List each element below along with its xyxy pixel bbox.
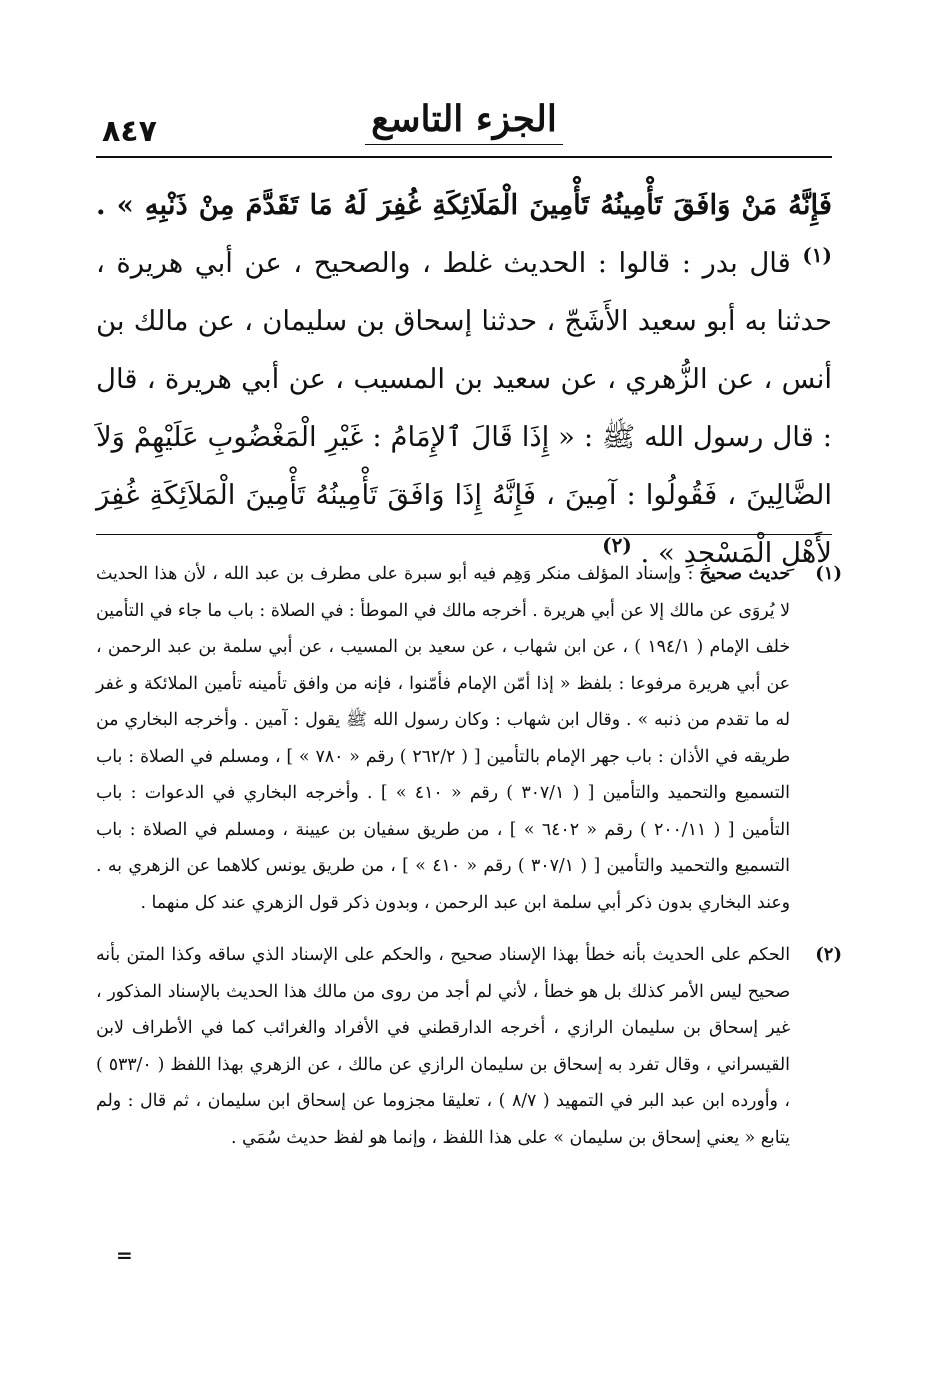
- footnote-ref-1: (١): [802, 242, 832, 267]
- footnote-text: الحكم على الحديث بأنه خطأ بهذا الإسناد صحيح ، والحكم على الإسناد الذي ساقه وكذا المتن بأنه صحيح ليس الأمر كذلك بل هو خطأ ، لأني لم أجد من روى من مالك هذا الحديث بالإسناد المذكور ، غير إسحاق بن سليمان الرازي ، أخرجه الدارقطني في الأفراد والغرائب كما في الأطراف لابن القيسراني ، وقال تفرد به إسحاق بن سليمان الرازي عن مالك ، عن الزهري بهذا اللفظ ( ٥٣٣/٠ ) ، وأورده ابن عبد البر في التمهيد ( ٨/٧ ) ، تعليقا مجزوما عن إسحاق ابن سليمان ، ثم قال : ولم يتابع « يعني إسحاق بن سليمان » على هذا اللفظ ، وإنما هو لفظ حديث سُمَي .: [96, 945, 790, 1148]
- footnote-ref-2: (٢): [602, 532, 632, 557]
- footnote-number: (١): [815, 563, 842, 584]
- footnote-separator: [96, 534, 832, 535]
- footnote-1: [96, 556, 842, 921]
- narration-text: قال بدر : قالوا : الحديث غلط ، والصحيح ، عن أبي هريرة ، حدثنا به أبو سعيد الأَشَجّ ، حدثنا إسحاق بن سليمان ، عن مالك بن أنس ، عن الزُّهري ، عن سعيد بن المسيب ، عن أبي هريرة ، قال : قال رسول الله ﷺ : « إِذَا قَالَ ٱلإِمَامُ : غَيْرِ الْمَغْضُوبِ عَلَيْهِمْ وَلاَ الضَّالِينَ ، فَقُولُوا : آمِينَ ، فَإِنَّهُ إِذَا وَافَقَ تَأْمِينُهُ تَأْمِينَ الْمَلاَئِكَةِ غُفِرَ لأَهْلِ الْمَسْجِدِ » .: [96, 247, 832, 569]
- continuation-mark: =: [116, 1243, 133, 1267]
- page-header: [96, 80, 832, 158]
- footnotes: [96, 556, 842, 1156]
- part-title: [96, 98, 832, 145]
- main-text: [96, 176, 832, 582]
- footnote-lead: حديث صحيح: [699, 564, 791, 584]
- footnote-text: : وإسناد المؤلف منكر وَهِم فيه أبو سبرة على مطرف بن عبد الله ، لأن هذا الحديث لا يُروَى عن مالك إلا عن أبي هريرة . أخرجه مالك في الموطأ : في الصلاة : باب ما جاء في التأمين خلف الإمام ( ١٩٤/١ ) ، عن ابن شهاب ، عن سعيد بن المسيب ، عن أبي سلمة بن عبد الرحمن ، عن أبي هريرة مرفوعا : بلفظ « إذا أمّن الإمام فأمّنوا ، فإنه من وافق تأمينه تأمين الملائكة و غفر له ما تقدم من ذنبه » . وقال ابن شهاب : وكان رسول الله ﷺ يقول : آمين . وأخرجه البخاري من طريقه في الأذان : باب جهر الإمام بالتأمين [ ( ٢٦٢/٢ ) رقم « ٧٨٠ » ] ، ومسلم في الصلاة : باب التسميع والتحميد والتأمين [ ( ٣٠٧/١ ) رقم « ٤١٠ » ] . وأخرجه البخاري في الدعوات : باب التأمين [ ( ٢٠٠/١١ ) رقم « ٦٤٠٢ » ] ، من طريق سفيان بن عيينة ، ومسلم في الصلاة : باب التسميع والتحميد والتأمين [ ( ٣٠٧/١ ) رقم « ٤١٠ » ] ، من طريق يونس كلاهما عن الزهري به . وعند البخاري بدون ذكر أبي سلمة ابن عبد الرحمن ، وبدون ذكر قول الزهري عند كل منهما .: [96, 564, 790, 913]
- page-number: ٨٤٧: [102, 114, 157, 149]
- footnote-number: (٢): [815, 944, 842, 965]
- hadith-text-1: فَإِنَّهُ مَنْ وَافَقَ تَأْمِينُهُ تَأْمِينَ الْمَلَائِكَةِ غُفِرَ لَهُ مَا تَقَدَّمَ مِنْ ذَنْبِهِ » .: [96, 189, 832, 221]
- footnote-2: [96, 937, 842, 1156]
- part-title-text: الجزء التاسع: [365, 98, 563, 145]
- main-paragraph: [96, 176, 832, 582]
